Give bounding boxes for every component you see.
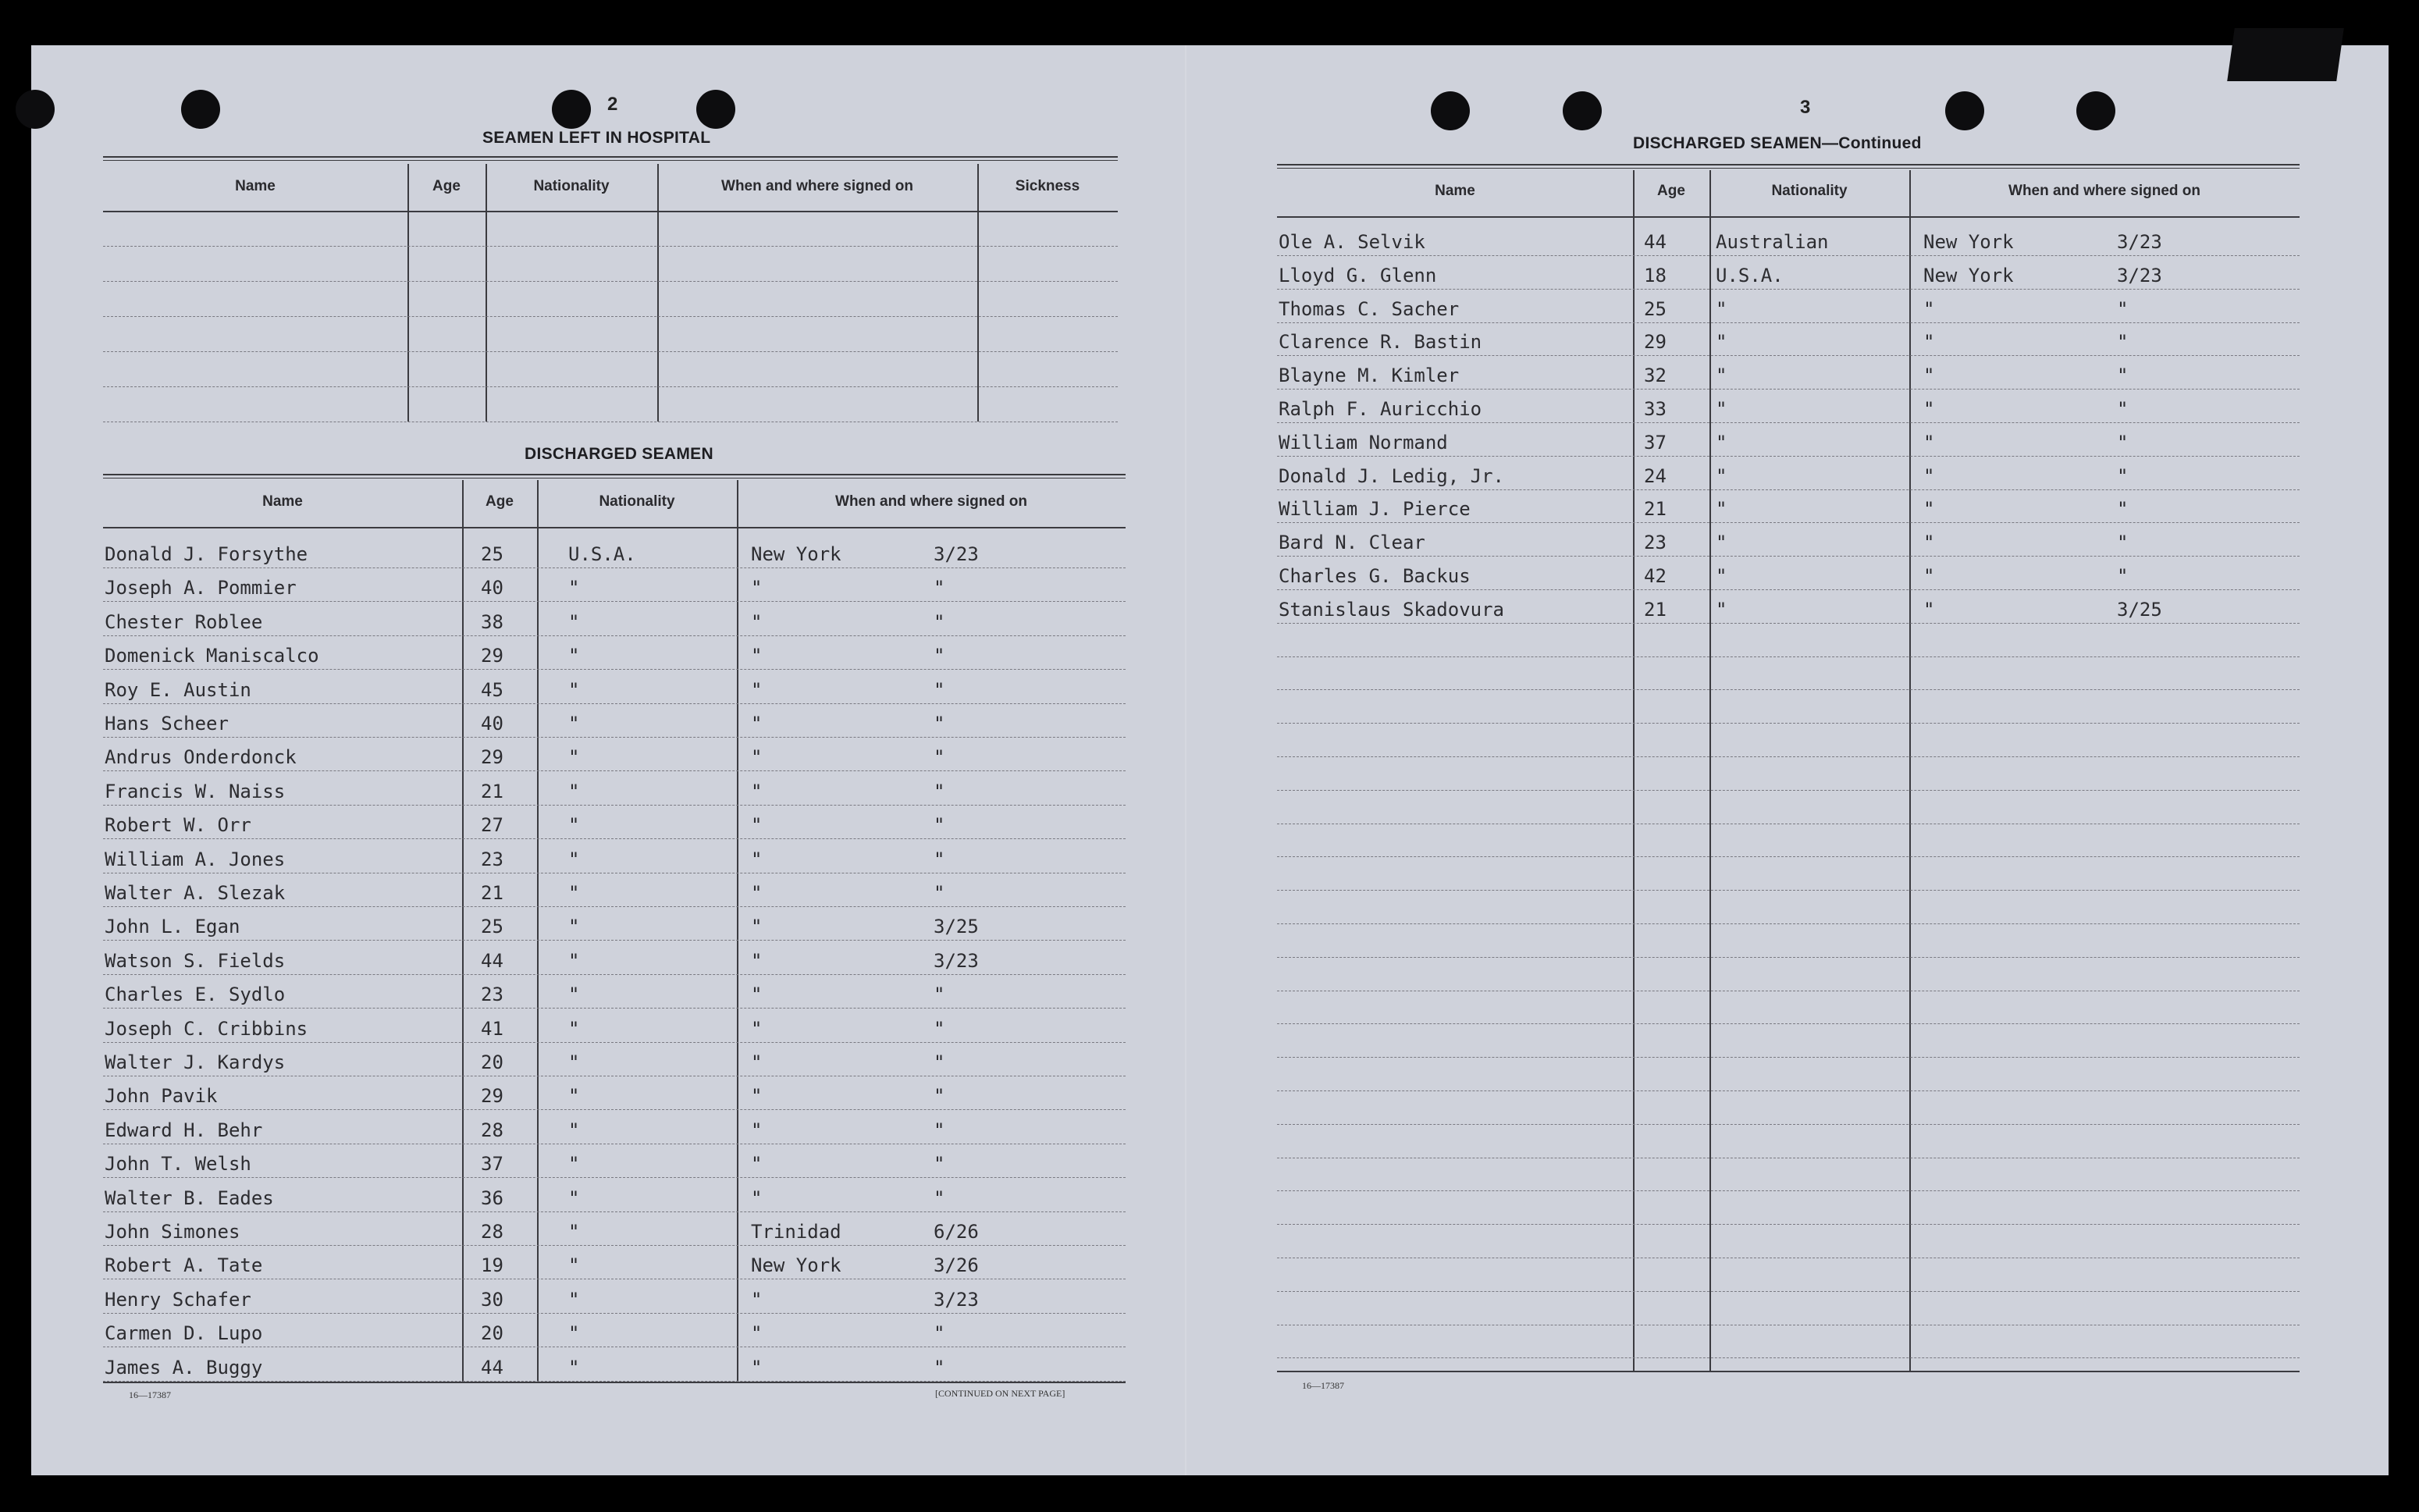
cell-signed-date: " — [934, 882, 945, 904]
cell-signed-date: 3/23 — [934, 543, 979, 565]
cell-name: Ole A. Selvik — [1279, 231, 1425, 253]
row-line — [103, 805, 1126, 806]
row-line — [1277, 489, 2300, 490]
row-line — [103, 703, 1126, 704]
col-header-nationality: Nationality — [599, 493, 675, 510]
col-header-name: Name — [235, 178, 276, 194]
row-line — [103, 1245, 1126, 1246]
discharged-continued-title: DISCHARGED SEAMEN—Continued — [1633, 134, 1922, 152]
cell-age: 37 — [481, 1153, 503, 1176]
cell-age: 21 — [481, 780, 503, 802]
cell-signed-place: " — [751, 610, 763, 633]
row-line — [1277, 957, 2300, 958]
cell-name: Charles G. Backus — [1279, 565, 1471, 587]
title-rule — [103, 474, 1126, 475]
cell-name: Watson S. Fields — [105, 949, 286, 972]
cell-age: 37 — [1644, 431, 1667, 454]
cell-age: 30 — [481, 1288, 503, 1311]
cell-name: James A. Buggy — [105, 1356, 263, 1379]
cell-signed-date: " — [934, 678, 945, 701]
cell-signed-place: " — [1923, 598, 1935, 621]
cell-name: Walter J. Kardys — [105, 1051, 286, 1073]
row-line — [103, 246, 1118, 247]
cell-nationality: " — [568, 645, 580, 667]
cell-age: 28 — [481, 1119, 503, 1141]
cell-signed-place: New York — [1923, 231, 2014, 253]
cell-signed-place: " — [1923, 565, 1935, 587]
cell-signed-date: " — [2117, 365, 2129, 387]
form-number: 16—17387 — [129, 1389, 171, 1400]
row-line — [103, 1313, 1126, 1314]
row-line — [1277, 422, 2300, 423]
cell-signed-place: " — [751, 746, 763, 769]
col-header-name: Name — [262, 493, 303, 510]
cell-name: Bard N. Clear — [1279, 532, 1425, 554]
cell-signed-date: " — [934, 1017, 945, 1040]
cell-age: 44 — [481, 949, 503, 972]
row-line — [1277, 856, 2300, 857]
cell-name: John Simones — [105, 1221, 240, 1243]
header-rule — [103, 211, 1118, 212]
cell-age: 44 — [481, 1356, 503, 1379]
col-header-nationality: Nationality — [533, 178, 610, 194]
column-divider — [407, 164, 409, 422]
cell-signed-place: " — [751, 1051, 763, 1073]
cell-signed-place: " — [1923, 331, 1935, 354]
cell-name: Henry Schafer — [105, 1288, 251, 1311]
cell-age: 24 — [1644, 464, 1667, 487]
header-rule — [103, 527, 1126, 528]
cell-nationality: " — [568, 1254, 580, 1277]
cell-nationality: " — [568, 949, 580, 972]
cell-signed-date: " — [2117, 331, 2129, 354]
cell-name: Stanislaus Skadovura — [1279, 598, 1504, 621]
cell-nationality: " — [1716, 297, 1727, 320]
cell-signed-place: New York — [751, 543, 841, 565]
cell-age: 29 — [1644, 331, 1667, 354]
cell-signed-place: " — [751, 1288, 763, 1311]
cell-nationality: " — [568, 713, 580, 735]
cell-signed-place: " — [751, 814, 763, 837]
row-line — [103, 669, 1126, 670]
col-header-signed-on: When and where signed on — [835, 493, 1027, 510]
cell-age: 38 — [481, 610, 503, 633]
cell-name: John L. Egan — [105, 916, 240, 938]
column-divider — [537, 480, 539, 1382]
cell-nationality: " — [568, 1017, 580, 1040]
cell-age: 21 — [1644, 598, 1667, 621]
cell-signed-place: " — [1923, 431, 1935, 454]
cell-signed-date: " — [934, 746, 945, 769]
cell-nationality: " — [1716, 431, 1727, 454]
row-line — [103, 770, 1126, 771]
row-line — [1277, 255, 2300, 256]
col-header-age: Age — [432, 178, 461, 194]
cell-nationality: " — [568, 882, 580, 904]
cell-signed-date: 3/23 — [934, 1288, 979, 1311]
cell-signed-place: " — [1923, 464, 1935, 487]
binder-hole — [552, 90, 591, 129]
cell-signed-date: " — [934, 1051, 945, 1073]
row-line — [103, 1211, 1126, 1212]
cell-signed-place: " — [751, 713, 763, 735]
cell-nationality: " — [568, 916, 580, 938]
form-number: 16—17387 — [1302, 1380, 1344, 1391]
cell-age: 20 — [481, 1322, 503, 1345]
cell-name: Robert W. Orr — [105, 814, 251, 837]
cell-signed-date: " — [934, 713, 945, 735]
cell-age: 23 — [481, 984, 503, 1006]
cell-name: Ralph F. Auricchio — [1279, 398, 1482, 420]
cell-signed-date: " — [934, 645, 945, 667]
header-rule — [1277, 216, 2300, 218]
cell-nationality: " — [1716, 398, 1727, 420]
cell-age: 44 — [1644, 231, 1667, 253]
cell-name: Domenick Maniscalco — [105, 645, 319, 667]
cell-nationality: U.S.A. — [568, 543, 636, 565]
cell-signed-place: " — [751, 916, 763, 938]
cell-nationality: Australian — [1716, 231, 1829, 253]
cell-nationality: " — [568, 1085, 580, 1108]
cell-nationality: " — [568, 1356, 580, 1379]
cell-signed-date: 3/25 — [2117, 598, 2162, 621]
cell-signed-place: " — [751, 678, 763, 701]
cell-age: 25 — [481, 543, 503, 565]
row-line — [103, 351, 1118, 352]
cell-signed-place: New York — [1923, 264, 2014, 286]
cell-name: William A. Jones — [105, 848, 286, 870]
cell-age: 33 — [1644, 398, 1667, 420]
cell-nationality: " — [568, 577, 580, 599]
cell-signed-place: " — [751, 848, 763, 870]
cell-name: William Normand — [1279, 431, 1448, 454]
cell-name: Roy E. Austin — [105, 678, 251, 701]
cell-name: Donald J. Forsythe — [105, 543, 308, 565]
cell-nationality: " — [568, 984, 580, 1006]
cell-nationality: " — [568, 1153, 580, 1176]
row-line — [103, 281, 1118, 282]
binder-hole — [1945, 91, 1984, 130]
cell-signed-date: 3/25 — [934, 916, 979, 938]
cell-name: Walter A. Slezak — [105, 882, 286, 904]
column-divider — [657, 164, 659, 422]
cell-signed-date: " — [2117, 565, 2129, 587]
row-line — [103, 635, 1126, 636]
binder-hole — [2076, 91, 2115, 130]
continued-note: [CONTINUED ON NEXT PAGE] — [935, 1388, 1065, 1399]
row-line — [1277, 322, 2300, 323]
cell-name: Hans Scheer — [105, 713, 229, 735]
cell-nationality: " — [1716, 365, 1727, 387]
cell-age: 19 — [481, 1254, 503, 1277]
cell-name: Walter B. Eades — [105, 1186, 274, 1209]
col-header-age: Age — [1657, 183, 1685, 199]
cell-signed-place: " — [751, 882, 763, 904]
cell-signed-date: " — [934, 1153, 945, 1176]
cell-signed-date: " — [2117, 431, 2129, 454]
cell-signed-date: " — [934, 1356, 945, 1379]
cell-signed-place: " — [1923, 498, 1935, 521]
cell-age: 23 — [481, 848, 503, 870]
row-line — [1277, 1023, 2300, 1024]
row-line — [103, 386, 1118, 387]
bottom-rule — [1277, 1371, 2300, 1372]
cell-age: 21 — [481, 882, 503, 904]
column-divider — [737, 480, 738, 1382]
row-line — [103, 737, 1126, 738]
column-divider — [977, 164, 979, 422]
cell-age: 25 — [481, 916, 503, 938]
cell-nationality: " — [568, 780, 580, 802]
col-header-nationality: Nationality — [1771, 183, 1848, 199]
cell-age: 45 — [481, 678, 503, 701]
cell-name: William J. Pierce — [1279, 498, 1471, 521]
title-rule — [1277, 164, 2300, 165]
row-line — [1277, 456, 2300, 457]
cell-name: Clarence R. Bastin — [1279, 331, 1482, 354]
bottom-rule — [103, 1382, 1126, 1383]
cell-signed-date: " — [2117, 532, 2129, 554]
cell-nationality: " — [1716, 464, 1727, 487]
row-line — [103, 906, 1126, 907]
cell-name: John Pavik — [105, 1085, 218, 1108]
row-line — [1277, 1357, 2300, 1358]
binder-hole — [1431, 91, 1470, 130]
row-line — [1277, 689, 2300, 690]
cell-name: John T. Welsh — [105, 1153, 251, 1176]
cell-nationality: " — [568, 678, 580, 701]
cell-age: 41 — [481, 1017, 503, 1040]
cell-age: 21 — [1644, 498, 1667, 521]
cell-signed-place: " — [751, 1322, 763, 1345]
cell-nationality: " — [568, 1186, 580, 1209]
cell-nationality: " — [568, 1119, 580, 1141]
column-divider — [462, 480, 464, 1382]
cell-signed-place: " — [1923, 532, 1935, 554]
cell-signed-date: 3/23 — [2117, 231, 2162, 253]
cell-age: 27 — [481, 814, 503, 837]
binder-tab — [2227, 28, 2344, 81]
row-line — [1277, 1291, 2300, 1292]
cell-signed-place: " — [1923, 297, 1935, 320]
cell-signed-date: " — [934, 848, 945, 870]
cell-name: Robert A. Tate — [105, 1254, 263, 1277]
cell-name: Edward H. Behr — [105, 1119, 263, 1141]
document-sheet — [31, 45, 2389, 1475]
row-line — [103, 1042, 1126, 1043]
row-line — [103, 838, 1126, 839]
row-line — [103, 567, 1126, 568]
row-line — [103, 316, 1118, 317]
row-line — [1277, 723, 2300, 724]
cell-signed-date: " — [934, 577, 945, 599]
cell-signed-place: " — [751, 1017, 763, 1040]
cell-signed-date: " — [934, 610, 945, 633]
row-line — [103, 1109, 1126, 1110]
cell-signed-place: " — [751, 1085, 763, 1108]
row-line — [103, 1008, 1126, 1009]
row-line — [1277, 890, 2300, 891]
cell-age: 28 — [481, 1221, 503, 1243]
row-line — [1277, 656, 2300, 657]
binder-hole — [181, 90, 220, 129]
page-number: 3 — [1800, 97, 1811, 118]
discharged-section-title: DISCHARGED SEAMEN — [525, 445, 713, 463]
cell-nationality: " — [1716, 331, 1727, 354]
cell-signed-place: " — [751, 1153, 763, 1176]
cell-nationality: " — [1716, 498, 1727, 521]
cell-name: Carmen D. Lupo — [105, 1322, 263, 1345]
cell-age: 40 — [481, 577, 503, 599]
cell-age: 29 — [481, 645, 503, 667]
cell-signed-date: " — [2117, 498, 2129, 521]
row-line — [1277, 556, 2300, 557]
cell-name: Charles E. Sydlo — [105, 984, 286, 1006]
cell-signed-date: " — [934, 1085, 945, 1108]
title-rule — [103, 156, 1118, 158]
cell-age: 40 — [481, 713, 503, 735]
row-line — [1277, 355, 2300, 356]
cell-signed-place: " — [751, 984, 763, 1006]
cell-signed-date: " — [934, 1119, 945, 1141]
row-line — [103, 601, 1126, 602]
cell-name: Francis W. Naiss — [105, 780, 286, 802]
cell-signed-place: " — [751, 780, 763, 802]
cell-age: 36 — [481, 1186, 503, 1209]
cell-nationality: " — [568, 1322, 580, 1345]
row-line — [1277, 790, 2300, 791]
row-line — [1277, 1224, 2300, 1225]
cell-nationality: " — [1716, 565, 1727, 587]
row-line — [1277, 1190, 2300, 1191]
cell-name: Joseph A. Pommier — [105, 577, 297, 599]
cell-name: Joseph C. Cribbins — [105, 1017, 308, 1040]
cell-name: Thomas C. Sacher — [1279, 297, 1460, 320]
row-line — [1277, 923, 2300, 924]
row-line — [103, 974, 1126, 975]
cell-signed-date: 3/23 — [2117, 264, 2162, 286]
cell-nationality: " — [1716, 532, 1727, 554]
cell-age: 42 — [1644, 565, 1667, 587]
cell-signed-place: " — [751, 1119, 763, 1141]
row-line — [1277, 1057, 2300, 1058]
row-line — [1277, 1124, 2300, 1125]
cell-signed-date: " — [2117, 464, 2129, 487]
cell-signed-date: " — [2117, 297, 2129, 320]
cell-age: 29 — [481, 1085, 503, 1108]
row-line — [103, 940, 1126, 941]
cell-signed-place: " — [1923, 365, 1935, 387]
cell-nationality: " — [1716, 598, 1727, 621]
row-line — [1277, 623, 2300, 624]
cell-signed-place: " — [751, 1356, 763, 1379]
binder-hole — [16, 90, 55, 129]
col-header-sickness: Sickness — [1015, 178, 1080, 194]
cell-signed-place: Trinidad — [751, 1221, 841, 1243]
cell-name: Donald J. Ledig, Jr. — [1279, 464, 1504, 487]
cell-nationality: " — [568, 1221, 580, 1243]
cell-signed-date: 3/23 — [934, 949, 979, 972]
cell-signed-date: " — [934, 780, 945, 802]
cell-nationality: U.S.A. — [1716, 264, 1784, 286]
cell-nationality: " — [568, 746, 580, 769]
cell-nationality: " — [568, 814, 580, 837]
row-line — [1277, 756, 2300, 757]
row-line — [1277, 589, 2300, 590]
cell-age: 25 — [1644, 297, 1667, 320]
col-header-age: Age — [486, 493, 514, 510]
row-line — [103, 1177, 1126, 1178]
cell-age: 23 — [1644, 532, 1667, 554]
cell-name: Andrus Onderdonck — [105, 746, 297, 769]
hospital-section-title: SEAMEN LEFT IN HOSPITAL — [482, 129, 711, 147]
cell-age: 29 — [481, 746, 503, 769]
cell-signed-date: " — [2117, 398, 2129, 420]
cell-age: 32 — [1644, 365, 1667, 387]
cell-signed-date: " — [934, 814, 945, 837]
row-line — [1277, 389, 2300, 390]
cell-nationality: " — [568, 1051, 580, 1073]
row-line — [1277, 289, 2300, 290]
col-header-signed-on: When and where signed on — [2008, 183, 2200, 199]
cell-signed-date: 3/26 — [934, 1254, 979, 1277]
cell-signed-place: " — [751, 645, 763, 667]
cell-name: Lloyd G. Glenn — [1279, 264, 1437, 286]
page-fold — [1185, 45, 1186, 1475]
col-header-signed-on: When and where signed on — [721, 178, 913, 194]
cell-signed-date: " — [934, 1186, 945, 1209]
cell-signed-place: " — [751, 577, 763, 599]
cell-signed-place: " — [1923, 398, 1935, 420]
row-line — [1277, 1090, 2300, 1091]
cell-nationality: " — [568, 610, 580, 633]
cell-signed-place: " — [751, 949, 763, 972]
column-divider — [486, 164, 487, 422]
cell-age: 20 — [481, 1051, 503, 1073]
binder-hole — [696, 90, 735, 129]
cell-signed-date: " — [934, 984, 945, 1006]
row-line — [1277, 522, 2300, 523]
cell-age: 18 — [1644, 264, 1667, 286]
binder-hole — [1563, 91, 1602, 130]
cell-signed-place: " — [751, 1186, 763, 1209]
cell-nationality: " — [568, 1288, 580, 1311]
cell-nationality: " — [568, 848, 580, 870]
cell-signed-date: 6/26 — [934, 1221, 979, 1243]
cell-signed-date: " — [934, 1322, 945, 1345]
page-number: 2 — [607, 94, 618, 115]
cell-name: Blayne M. Kimler — [1279, 365, 1460, 387]
col-header-name: Name — [1435, 183, 1475, 199]
cell-name: Chester Roblee — [105, 610, 263, 633]
cell-signed-place: New York — [751, 1254, 841, 1277]
